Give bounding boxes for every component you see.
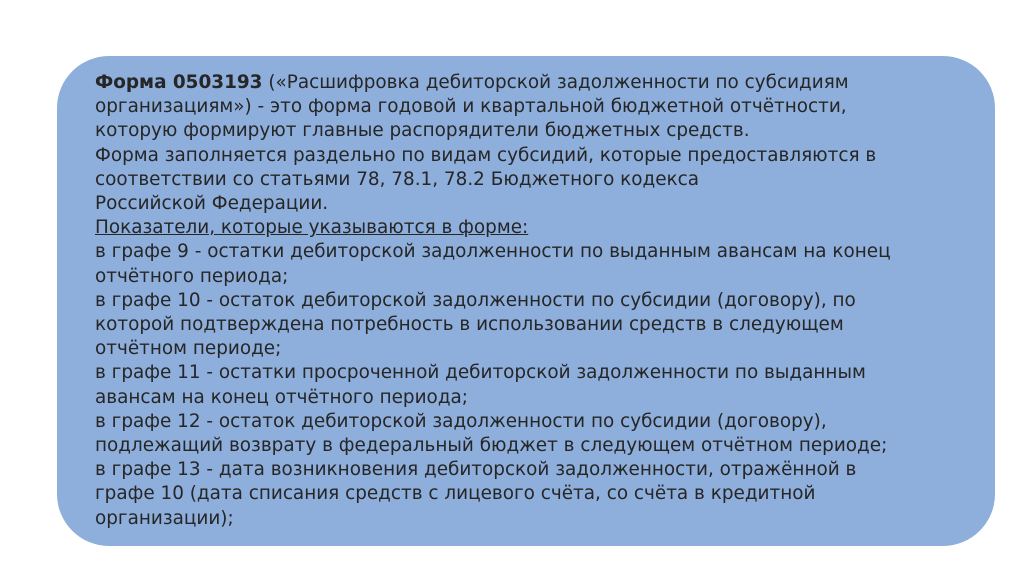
- text-line-11: которой подтверждена потребность в использовании средств в следующем: [95, 314, 844, 336]
- text-line-6: Российской Федерации.: [95, 193, 329, 215]
- text-line-1: [95, 71, 975, 95]
- text-line-19: организации);: [95, 507, 234, 529]
- text-line-16: подлежащий возврату в федеральный бюджет в следующем отчётном периоде;: [95, 435, 888, 457]
- text-line-8: в графе 9 - остатки дебиторской задолженности по выданным авансам на конец: [95, 241, 891, 263]
- text-line-3: которую формируют главные распорядители бюджетных средств.: [95, 120, 750, 142]
- indicators-heading: Показатели, которые указываются в форме:: [95, 217, 529, 239]
- text-line-10: в графе 10 - остаток дебиторской задолженности по субсидии (договору), по: [95, 289, 856, 311]
- text-line-18: графе 10 (дата списания средств с лицевого счёта, со счёта в кредитной: [95, 483, 816, 505]
- text-line-2: организациям») - это форма годовой и квартальной бюджетной отчётности,: [95, 96, 847, 118]
- text-line-15: в графе 12 - остаток дебиторской задолженности по субсидии (договору),: [95, 410, 827, 432]
- form-description-text: [95, 71, 975, 531]
- form-title: («Расшифровка дебиторской задолженности по субсидиям: [262, 72, 849, 93]
- text-line-9: отчётного периода;: [95, 265, 289, 287]
- form-number: Форма 0503193: [95, 72, 263, 93]
- text-line-4: Форма заполняется раздельно по видам субсидий, которые предоставляются в: [95, 144, 877, 166]
- text-line-17: в графе 13 - дата возникновения дебиторской задолженности, отражённой в: [95, 459, 857, 481]
- text-line-13: в графе 11 - остатки просроченной дебиторской задолженности по выданным: [95, 362, 866, 384]
- text-line-14: авансам на конец отчётного периода;: [95, 386, 468, 408]
- text-line-12: отчётном периоде;: [95, 338, 282, 360]
- text-line-5: соответствии со статьями 78, 78.1, 78.2 Бюджетного кодекса: [95, 168, 700, 190]
- content-card: [57, 56, 995, 546]
